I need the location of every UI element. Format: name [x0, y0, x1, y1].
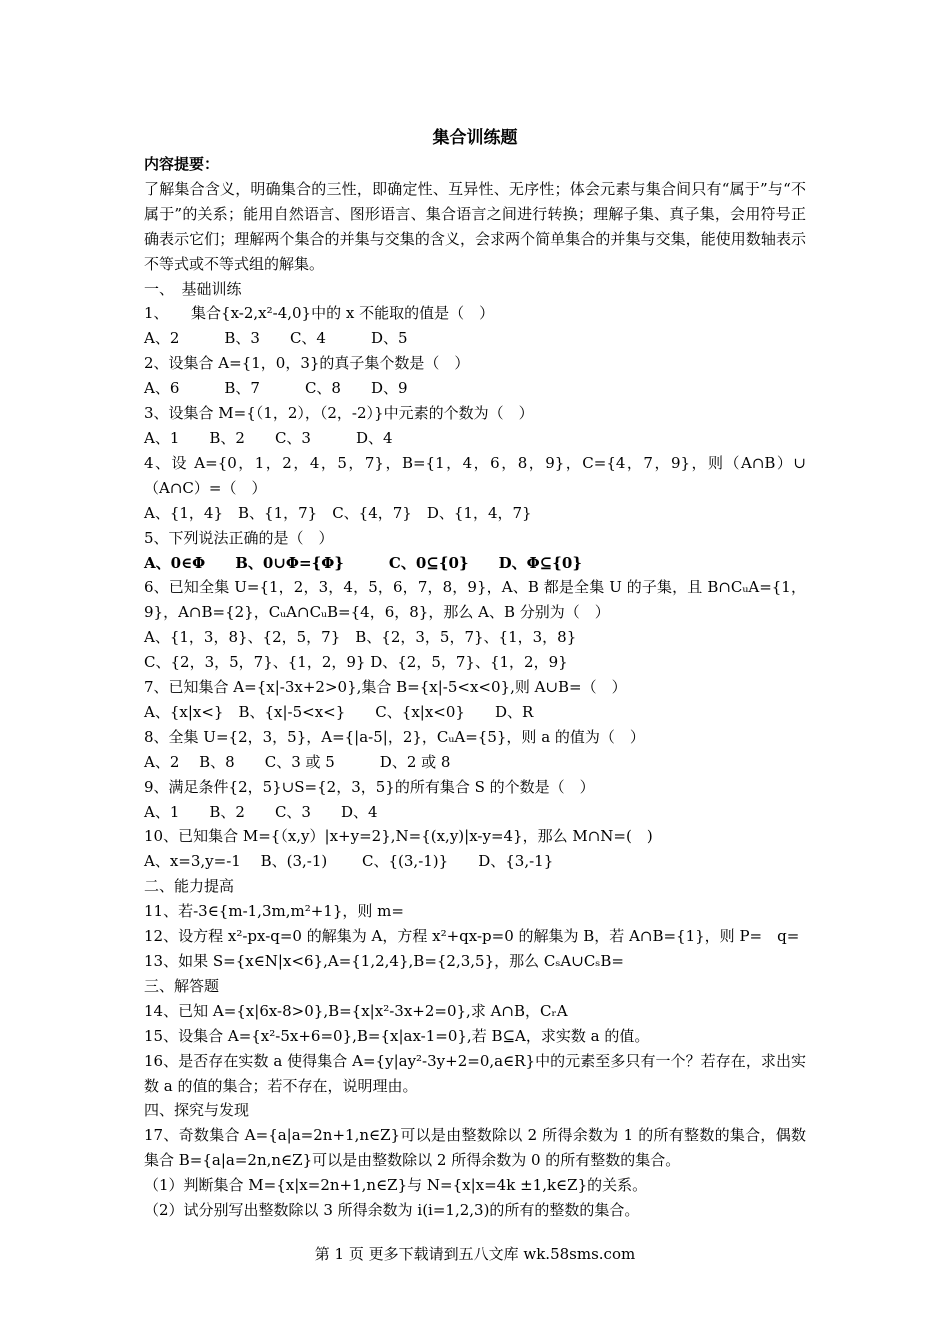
- question-text: 4、设 A={0，1，2，4，5，7}，B={1，4，6，8，9}，C={4，7，9}，则（A∩B）∪（A∩C）=（ ）: [144, 453, 806, 497]
- question-text: 5、下列说法正确的是（ ）: [144, 528, 334, 547]
- summary-text: 了解集合含义，明确集合的三性，即确定性、互异性、无序性；体会元素与集合间只有“属于”与“不属于”的关系；能用自然语言、图形语言、集合语言之间进行转换；理解子集、真子集，会用符号正确表示它们；理解两个集合的并集与交集的含义，会求两个简单集合的并集与交集，能使用数轴表示不等式或不等式组的解集。: [144, 179, 806, 273]
- question-text: 15、设集合 A={x²-5x+6=0},B={x|ax-1=0},若 B⊆A，求实数 a 的值。: [144, 1026, 650, 1045]
- question-text: 11、若-3∈{m-1,3m,m²+1}，则 m=: [144, 902, 404, 921]
- section-heading: 四、探究与发现: [144, 1101, 250, 1120]
- page-title: 集合训练题: [432, 128, 518, 148]
- section-heading: 二、能力提高: [144, 877, 235, 896]
- question-options: A、x=3,y=-1 B、(3,-1) C、{(3,-1)} D、{3,-1}: [144, 852, 554, 871]
- question-text: 2、设集合 A={1，0，3}的真子集个数是（ ）: [144, 354, 470, 373]
- question-options: A、1 B、2 C、3 D、4: [144, 802, 378, 821]
- question-text: 13、如果 S={x∈N|x<6},A={1,2,4},B={2,3,5}，那么 CₛA∪CₛB=: [144, 952, 624, 970]
- question-options: A、2 B、3 C、4 D、5: [144, 329, 408, 348]
- question-options: C、{2，3，5，7}、{1，2，9} D、{2，5，7}、{1，2，9}: [144, 653, 568, 672]
- summary-heading: 内容提要：: [144, 155, 220, 173]
- question-options: A、0∈Φ B、0∪Φ={Φ} C、0⊆{0} D、Φ⊆{0}: [144, 553, 582, 572]
- question-subpart: （1）判断集合 M={x|x=2n+1,n∈Z}与 N={x|x=4k ±1,k∈Z}的关系。: [144, 1176, 648, 1195]
- question-options: A、{1，3，8}、{2，5，7} B、{2，3，5，7}、{1，3，8}: [144, 628, 577, 647]
- question-text: 3、设集合 M={（1，2），（2，-2）}中元素的个数为（ ）: [144, 404, 534, 423]
- question-text: 10、已知集合 M={（x,y）|x+y=2},N={(x,y)|x-y=4}，那么 M∩N=( ): [144, 827, 653, 846]
- page-footer: 第 1 页 更多下载请到五八文库 wk.58sms.com: [314, 1245, 636, 1263]
- question-options: A、2 B、8 C、3 或 5 D、2 或 8: [144, 752, 451, 771]
- question-options: A、{1，4} B、{1，7} C、{4，7} D、{1，4，7}: [144, 503, 532, 522]
- question-text: 9、满足条件{2，5}∪S={2，3，5}的所有集合 S 的个数是（ ）: [144, 777, 595, 796]
- question-options: A、{x|x<} B、{x|-5<x<} C、{x|x<0} D、R: [144, 702, 534, 721]
- question-subpart: （2）试分别写出整数除以 3 所得余数为 i(i=1,2,3)的所有的整数的集合。: [144, 1201, 640, 1220]
- question-text: 1、 集合{x-2,x²-4,0}中的 x 不能取的值是（ ）: [144, 304, 495, 323]
- question-text: 16、是否存在实数 a 使得集合 A={y|ay²-3y+2=0,a∈R}中的元素至多只有一个？若存在，求出实数 a 的值的集合；若不存在，说明理由。: [144, 1051, 806, 1095]
- question-text: 14、已知 A={x|6x-8>0},B={x|x²-3x+2=0},求 A∩B，CᵣA: [144, 1001, 568, 1020]
- question-text: 8、全集 U={2，3，5}，A={|a-5|，2}，CᵤA={5}，则 a 的值为（ ）: [144, 727, 645, 746]
- question-text: 6、已知全集 U={1，2，3，4，5，6，7，8，9}，A、B 都是全集 U 的子集，且 B∩CᵤA={1，9}，A∩B={2}，CᵤA∩CᵤB={4，6，8}，那么 A、B 分别为（ ）: [144, 578, 806, 622]
- question-text: 12、设方程 x²-px-q=0 的解集为 A，方程 x²+qx-p=0 的解集为 B，若 A∩B={1}，则 P= q=: [144, 927, 800, 946]
- section-heading: 三、解答题: [144, 976, 220, 995]
- document-body: [144, 126, 806, 1223]
- question-text: 17、奇数集合 A={a|a=2n+1,n∈Z}可以是由整数除以 2 所得余数为 1 的所有整数的集合，偶数集合 B={a|a=2n,n∈Z}可以是由整数除以 2 所得余数为 0 的所有整数的集合。: [144, 1126, 806, 1170]
- question-options: A、1 B、2 C、3 D、4: [144, 428, 393, 447]
- section-heading: 一、 基础训练: [144, 279, 242, 298]
- question-options: A、6 B、7 C、8 D、9: [144, 379, 408, 398]
- question-text: 7、已知集合 A={x|-3x+2>0},集合 B={x|-5<x<0},则 A∪B=（ ）: [144, 678, 627, 697]
